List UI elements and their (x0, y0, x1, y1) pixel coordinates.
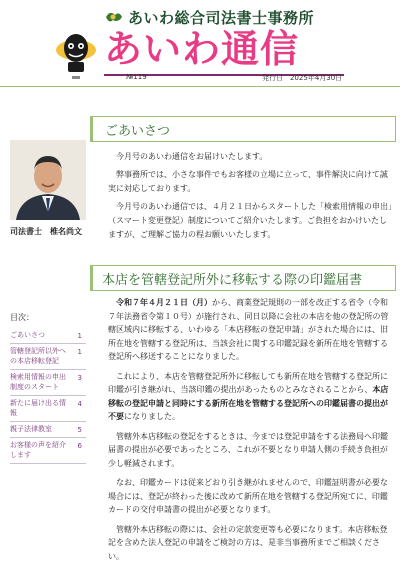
toc-item[interactable] (10, 438, 86, 464)
table-of-contents (10, 328, 86, 464)
feature-text: これにより、本店を管轄登記所外に移転しても新所在地を管轄する登記所に印鑑が引き継がれ、当該印鑑の提出があったものとみなされることから、 (108, 371, 388, 394)
toc-item[interactable] (10, 344, 86, 370)
toc-item-page: 6 (77, 442, 82, 450)
toc-item-page: 4 (77, 400, 82, 408)
toc-item[interactable] (10, 328, 86, 344)
toc-item[interactable] (10, 396, 86, 422)
feature-paragraph: 管轄外本店移転の登記をするときは、今までは登記申請をする法務局へ印鑑届書の提出が必要であったところ、これが不要となり申請人側の手続き負担が少し軽減されます。 (108, 431, 388, 468)
toc-item-label: 親子法律教室 (10, 425, 52, 433)
toc-item-page: 1 (77, 332, 82, 340)
feature-highlight: 本店移転の登記申請と同時にする新所在地を管轄する登記所への印鑑届書の提出が不要 (108, 385, 389, 421)
issue-date: 発行日 2025年4月30日 (262, 74, 343, 82)
feature-paragraph: なお、印鑑カードは従来どおり引き継がれませんので、印鑑証明書が必要な場合には、登記が終わった後に改めて新所在地を管轄する登記所宛てに、印鑑カードの交付申請書の提出が必要となります。 (108, 478, 388, 514)
toc-item-label: ごあいさつ (10, 331, 45, 339)
feature-paragraph (108, 370, 394, 424)
greeting-paragraph: 今月号のあいわ通信をお届けいたします。 (116, 152, 268, 161)
mascot-icon (52, 26, 100, 84)
author-photo (10, 140, 86, 220)
feature-text: になりました。 (124, 412, 180, 421)
newsletter-title: あいわ通信 (104, 27, 300, 71)
org-name: あいわ総合司法書士事務所 (128, 8, 315, 27)
author-caption: 司法書士 椎名尚文 (10, 227, 82, 236)
issue-number: №119 (126, 73, 147, 81)
toc-item-label: 新たに届け出る情報 (10, 399, 66, 417)
feature-paragraph (108, 296, 394, 364)
header-divider (0, 86, 400, 87)
greeting-paragraph: 今月号のあいわ通信では、４月２１日からスタートした「検索用情報の申出」（スマート変更登記）制度についてご紹介いたします。ご負担をおかけいたしますが、ご理解ご協力の程お願いいたします。 (108, 202, 392, 239)
greeting-body (108, 150, 392, 246)
toc-item[interactable] (10, 370, 86, 396)
feature-paragraph: 管轄外本店移転の際には、会社の定款変更等も必要になります。本店移転登記を含めた法人登記の申請をご検討の方は、是非当事務所までご相談ください。 (108, 524, 388, 561)
feature-text: から、商業登記規則の一部を改正する省令（令和７年法務省令第１０号）が施行され、同日以降に会社の本店を他の登記所の管轄区域内に移転する、いわゆる「本店移転の登記申請」がされた場合には、旧所在地を管轄する登記所は、当該会社に関する印鑑記録を新所在地を管轄する登記所へ移送することになりました。 (108, 298, 389, 361)
portrait-icon (10, 140, 86, 220)
toc-item-label: 管轄登記所以外への本店移転登記 (10, 347, 66, 365)
office-logo-icon (104, 9, 124, 25)
toc-title: 目次： (10, 313, 34, 322)
toc-item-page: 5 (77, 426, 82, 434)
toc-item-page: 3 (77, 374, 82, 382)
feature-date: 令和７年４月２１日（月） (116, 298, 212, 307)
greeting-title: ごあいさつ (105, 124, 171, 139)
toc-item-label: お客様の声を紹介します (10, 441, 66, 459)
feature-body (108, 296, 394, 569)
toc-item[interactable] (10, 422, 86, 438)
toc-item-page: 1 (77, 348, 82, 356)
greeting-paragraph: 弊事務所では、小さな事件でもお客様の立場に立って、事件解決に向けて誠実に対応しております。 (108, 170, 388, 193)
feature-title: 本店を管轄登記所外に移転する際の印鑑届書 (102, 273, 363, 288)
toc-item-label: 検索用情報の申出制度のスタート (10, 373, 66, 391)
brand-row (104, 6, 314, 28)
